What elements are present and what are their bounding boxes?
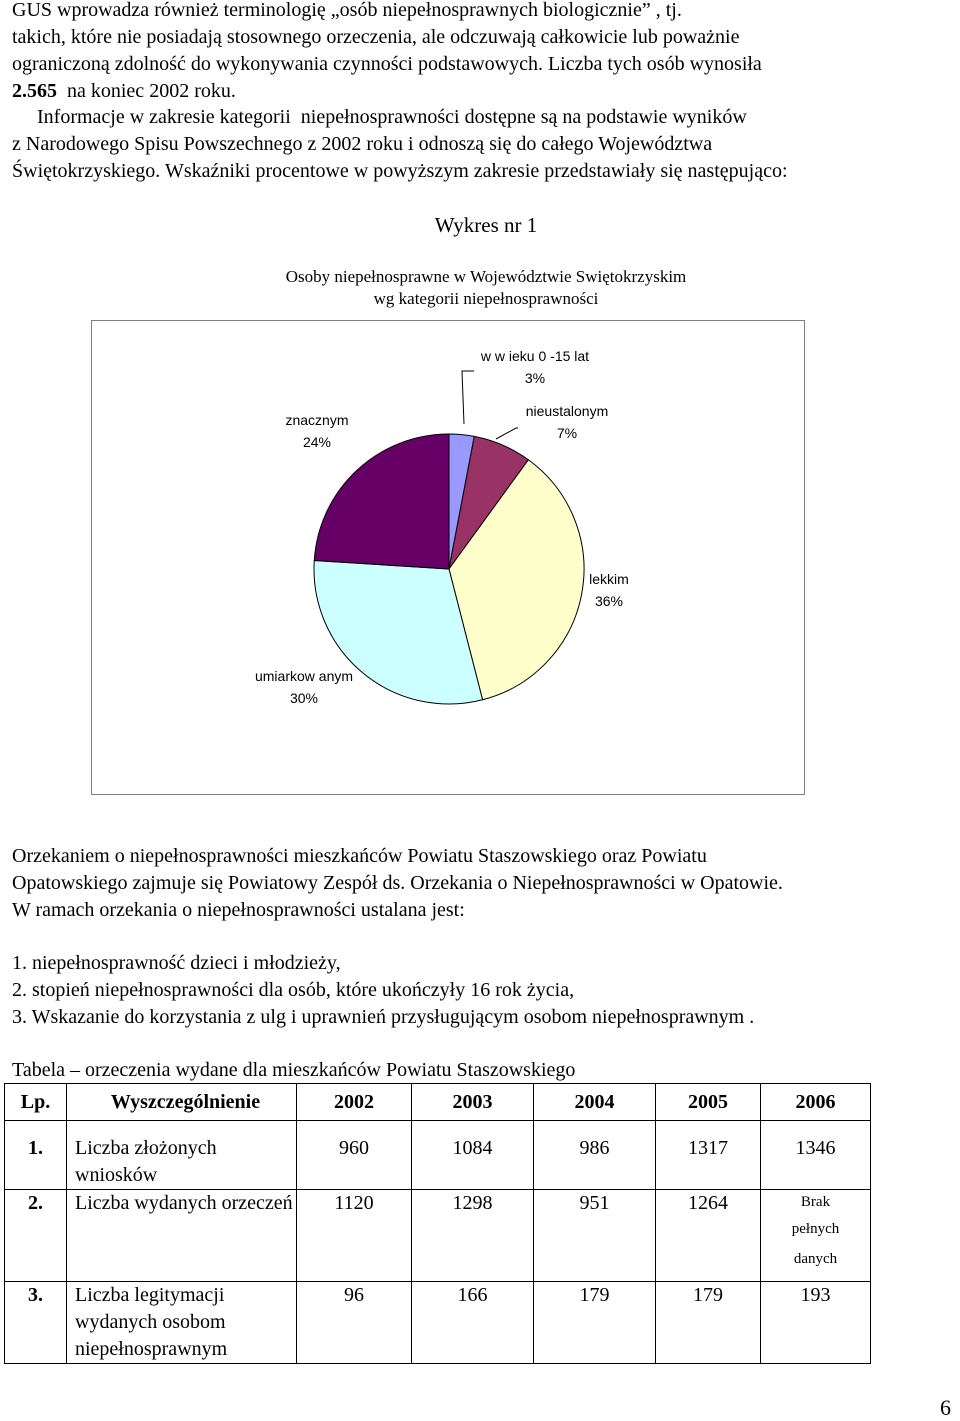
orzekanie-line: W ramach orzekania o niepełnosprawności ustalana jest: (12, 899, 465, 921)
cell-2003: 1298 (412, 1190, 534, 1282)
slice-value-label: 36% (594, 593, 624, 609)
list-item: 2. stopień niepełnosprawności dla osób, które ukończyły 16 rok życia, (12, 979, 575, 1001)
list-item: 3. Wskazanie do korzystania z ulg i uprawnień przysługującym osobom niepełnosprawnym . (12, 1006, 755, 1028)
chart-title: Wykres nr 1 (434, 213, 538, 237)
col-header-2003: 2003 (412, 1084, 534, 1121)
cell-2006: 193 (761, 1282, 871, 1364)
slice-value-label: 7% (556, 425, 578, 441)
cell-lp: 1. (5, 1121, 67, 1190)
slice-label: w w ieku 0 -15 lat (480, 348, 590, 364)
cell-lp: 2. (5, 1190, 67, 1282)
pie-chart-frame (91, 320, 805, 795)
cell-2006: 1346 (761, 1121, 871, 1190)
orzeczenia-table (4, 1083, 871, 1364)
intro-line: takich, które nie posiadają stosownego orzeczenia, ale odczuwają całkowicie lub poważnie (12, 26, 740, 48)
slice-label: umiarkow anym (254, 668, 354, 684)
page-number: 6 (940, 1395, 951, 1420)
slice-value-label: 3% (524, 370, 546, 386)
cell-2004: 179 (534, 1282, 656, 1364)
col-header-name: Wyszczególnienie (67, 1084, 297, 1121)
col-header-2002: 2002 (297, 1084, 412, 1121)
intro-line (12, 78, 952, 105)
cell-2002: 96 (297, 1282, 412, 1364)
cell-name: Liczba złożonych wniosków (67, 1121, 297, 1190)
intro-line: ograniczoną zdolność do wykonywania czynności podstawowych. Liczba tych osób wynosiła (12, 53, 762, 75)
orzekanie-line: Orzekaniem o niepełnosprawności mieszkańców Powiatu Staszowskiego oraz Powiatu (12, 845, 707, 867)
cell-2005: 179 (656, 1282, 761, 1364)
leader-line (496, 428, 518, 439)
table-row (5, 1121, 871, 1190)
slice-label: lekkim (589, 571, 629, 587)
info-line: Świętokrzyskiego. Wskaźniki procentowe w powyższym zakresie przedstawiały się następująco: (12, 160, 788, 182)
col-header-lp: Lp. (5, 1084, 67, 1121)
cell-2006-note (761, 1190, 871, 1282)
cell-2002: 1120 (297, 1190, 412, 1282)
list-item: 1. niepełnosprawność dzieci i młodzieży, (12, 952, 341, 974)
table-row (5, 1282, 871, 1364)
table-row (5, 1190, 871, 1282)
chart-subtitle-line: wg kategorii niepełnosprawności (373, 289, 599, 308)
pie-slice (314, 434, 449, 569)
intro-line: GUS wprowadza również terminologię „osób niepełnosprawnych biologicznie” , tj. (12, 0, 682, 21)
cell-2003: 166 (412, 1282, 534, 1364)
cell-2004: 986 (534, 1121, 656, 1190)
cell-2003: 1084 (412, 1121, 534, 1190)
slice-value-label: 24% (302, 434, 332, 450)
cell-2002: 960 (297, 1121, 412, 1190)
cell-name: Liczba legitymacji wydanych osobom niepełnosprawnym (67, 1282, 297, 1364)
chart-subtitle (0, 266, 960, 310)
col-header-2004: 2004 (534, 1084, 656, 1121)
table-header-row (5, 1084, 871, 1121)
pie-chart (92, 321, 806, 796)
info-paragraph (12, 104, 952, 185)
slice-label: znacznym (285, 412, 349, 428)
table-caption (12, 1057, 952, 1084)
table-caption-text: Tabela – orzeczenia wydane dla mieszkańców Powiatu Staszowskiego (12, 1059, 576, 1081)
leader-line (462, 371, 474, 424)
chart-subtitle-line: Osoby niepełnosprawne w Województwie Swiętokrzyskim (285, 267, 687, 286)
cell-lp: 3. (5, 1282, 67, 1364)
info-line: Informacje w zakresie kategorii niepełnosprawności dostępne są na podstawie wyników (12, 106, 747, 128)
cell-2005: 1317 (656, 1121, 761, 1190)
cell-2005: 1264 (656, 1190, 761, 1282)
slice-value-label: 30% (289, 690, 319, 706)
orzekanie-paragraph (12, 843, 952, 924)
cell-2004: 951 (534, 1190, 656, 1282)
slice-label: nieustalonym (525, 403, 609, 419)
intro-paragraph (12, 0, 952, 105)
orzekanie-line: Opatowskiego zajmuje się Powiatowy Zespół ds. Orzekania o Niepełnosprawności w Opatowie. (12, 872, 783, 894)
info-line: z Narodowego Spisu Powszechnego z 2002 roku i odnoszą się do całego Województwa (12, 133, 713, 155)
col-header-2005: 2005 (656, 1084, 761, 1121)
note-line: Brak (800, 1194, 831, 1210)
count-suffix: na koniec 2002 roku. (57, 80, 236, 102)
note-line: pełnych (791, 1221, 840, 1237)
numbered-list (12, 950, 952, 1031)
note-line: danych (793, 1251, 838, 1267)
col-header-2006: 2006 (761, 1084, 871, 1121)
cell-name: Liczba wydanych orzeczeń (67, 1190, 297, 1282)
disabled-count: 2.565 (12, 80, 57, 102)
